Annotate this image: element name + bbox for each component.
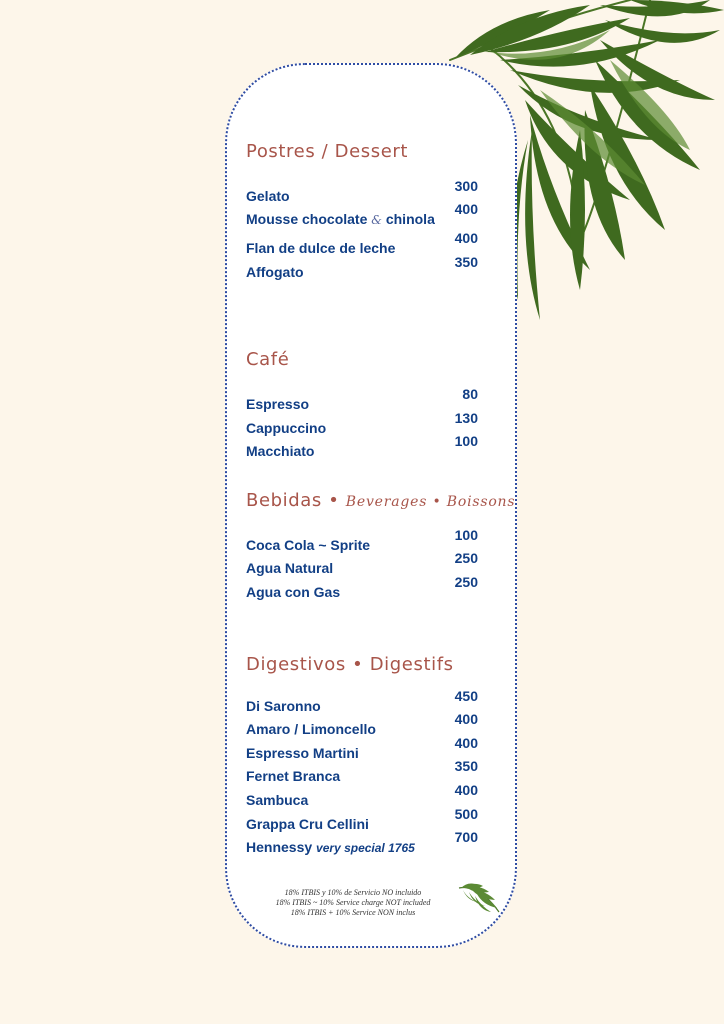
section-title-dessert: Postres / Dessert — [246, 141, 409, 162]
item-price: 100 — [454, 433, 478, 449]
item-price: 80 — [462, 386, 478, 402]
menu-item — [246, 254, 478, 280]
menu-item — [246, 711, 478, 737]
item-name: Hennessy very special 1765 — [246, 839, 415, 855]
item-name: Affogato — [246, 264, 304, 280]
menu-item — [246, 574, 478, 600]
item-name: Espresso Martini — [246, 745, 359, 761]
section-title-digestifs: Digestivos • Digestifs — [246, 654, 454, 675]
tax-note-line: 18% ITBIS + 10% Service NON inclus — [290, 908, 416, 917]
item-name: Macchiato — [246, 443, 315, 459]
menu-item — [246, 782, 478, 808]
item-price: 300 — [454, 178, 478, 194]
item-name: Di Saronno — [246, 698, 321, 714]
menu-item — [246, 758, 478, 784]
item-name: Amaro / Limoncello — [246, 721, 376, 737]
tax-note — [250, 888, 456, 918]
item-price: 250 — [454, 550, 478, 566]
item-name: Fernet Branca — [246, 768, 341, 784]
menu-item — [246, 550, 478, 576]
menu-item — [246, 433, 478, 459]
item-name: Grappa Cru Cellini — [246, 816, 369, 832]
item-name: Cappuccino — [246, 420, 327, 436]
item-price: 250 — [454, 574, 478, 590]
tax-note-line: 18% ITBIS y 10% de Servicio NO incluido — [284, 888, 422, 897]
item-name: Flan de dulce de leche — [246, 240, 396, 256]
menu-item — [246, 410, 478, 436]
item-name: Gelato — [246, 188, 290, 204]
item-price: 700 — [454, 829, 478, 845]
item-name: Sambuca — [246, 792, 309, 808]
item-price: 400 — [454, 711, 478, 727]
small-palm-leaf-icon — [457, 882, 501, 916]
item-price: 350 — [454, 254, 478, 270]
item-price: 350 — [454, 758, 478, 774]
item-price: 400 — [454, 201, 478, 217]
item-price: 450 — [454, 688, 478, 704]
item-price: 500 — [454, 806, 478, 822]
section-title-beverages: Bebidas • Beverages • Boissons — [246, 490, 516, 511]
menu-item — [246, 201, 478, 227]
menu-item — [246, 527, 478, 553]
menu-item — [246, 735, 478, 761]
menu-item — [246, 806, 478, 832]
item-name: Mousse chocolate & chinola — [246, 211, 435, 227]
item-price: 400 — [454, 782, 478, 798]
item-price: 130 — [454, 410, 478, 426]
menu-item — [246, 386, 478, 412]
item-price: 400 — [454, 735, 478, 751]
section-title-cafe: Café — [246, 349, 290, 370]
item-name: Coca Cola ~ Sprite — [246, 537, 371, 553]
item-name: Espresso — [246, 396, 310, 412]
item-name: Agua con Gas — [246, 584, 341, 600]
item-price: 100 — [454, 527, 478, 543]
item-price: 400 — [454, 230, 478, 246]
menu-item — [246, 230, 478, 256]
menu-item — [246, 829, 478, 855]
tax-note-line: 18% ITBIS ~ 10% Service charge NOT included — [275, 898, 431, 907]
item-name: Agua Natural — [246, 560, 334, 576]
menu-item — [246, 178, 478, 204]
menu-item — [246, 688, 478, 714]
